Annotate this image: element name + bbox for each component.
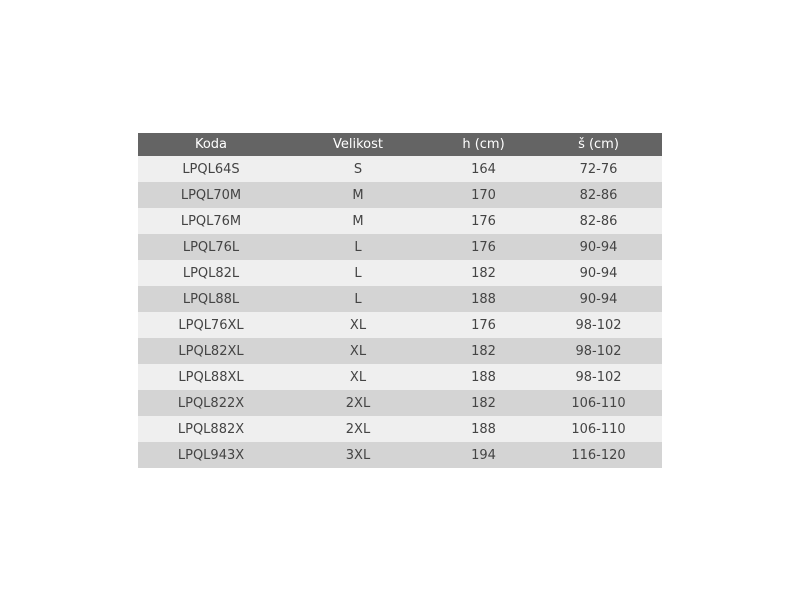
cell-size: XL (284, 338, 432, 364)
cell-height: 182 (432, 390, 535, 416)
cell-code: LPQL64S (138, 156, 284, 182)
cell-height: 194 (432, 442, 535, 468)
cell-height: 164 (432, 156, 535, 182)
header-height: h (cm) (432, 133, 535, 156)
cell-height: 188 (432, 286, 535, 312)
cell-code: LPQL76M (138, 208, 284, 234)
cell-width: 90-94 (535, 234, 662, 260)
header-row (138, 133, 662, 156)
cell-height: 188 (432, 364, 535, 390)
cell-size: 2XL (284, 416, 432, 442)
cell-width: 90-94 (535, 260, 662, 286)
table-row (138, 234, 662, 260)
table-row (138, 416, 662, 442)
cell-height: 170 (432, 182, 535, 208)
cell-code: LPQL76XL (138, 312, 284, 338)
cell-height: 176 (432, 312, 535, 338)
cell-code: LPQL882X (138, 416, 284, 442)
cell-code: LPQL82XL (138, 338, 284, 364)
cell-height: 176 (432, 208, 535, 234)
table-row (138, 312, 662, 338)
header-size: Velikost (284, 133, 432, 156)
cell-width: 98-102 (535, 364, 662, 390)
cell-width: 90-94 (535, 286, 662, 312)
cell-code: LPQL88L (138, 286, 284, 312)
table-row (138, 442, 662, 468)
cell-size: S (284, 156, 432, 182)
table-row (138, 208, 662, 234)
table-body (138, 156, 662, 468)
cell-width: 116-120 (535, 442, 662, 468)
cell-code: LPQL943X (138, 442, 284, 468)
header-width: š (cm) (535, 133, 662, 156)
cell-size: 2XL (284, 390, 432, 416)
cell-code: LPQL822X (138, 390, 284, 416)
table-row (138, 182, 662, 208)
cell-width: 82-86 (535, 182, 662, 208)
table-row (138, 156, 662, 182)
table-header (138, 133, 662, 156)
cell-width: 82-86 (535, 208, 662, 234)
table-row (138, 286, 662, 312)
table-row (138, 338, 662, 364)
cell-size: L (284, 286, 432, 312)
cell-size: XL (284, 312, 432, 338)
cell-size: L (284, 260, 432, 286)
cell-code: LPQL82L (138, 260, 284, 286)
size-table (138, 133, 662, 468)
cell-code: LPQL76L (138, 234, 284, 260)
cell-code: LPQL70M (138, 182, 284, 208)
cell-size: XL (284, 364, 432, 390)
cell-width: 106-110 (535, 416, 662, 442)
cell-size: M (284, 182, 432, 208)
cell-height: 176 (432, 234, 535, 260)
table-row (138, 364, 662, 390)
cell-width: 98-102 (535, 312, 662, 338)
header-code: Koda (138, 133, 284, 156)
cell-size: 3XL (284, 442, 432, 468)
cell-size: M (284, 208, 432, 234)
table-row (138, 260, 662, 286)
cell-height: 188 (432, 416, 535, 442)
cell-width: 106-110 (535, 390, 662, 416)
cell-height: 182 (432, 338, 535, 364)
cell-size: L (284, 234, 432, 260)
cell-width: 98-102 (535, 338, 662, 364)
cell-code: LPQL88XL (138, 364, 284, 390)
cell-width: 72-76 (535, 156, 662, 182)
table-row (138, 390, 662, 416)
cell-height: 182 (432, 260, 535, 286)
